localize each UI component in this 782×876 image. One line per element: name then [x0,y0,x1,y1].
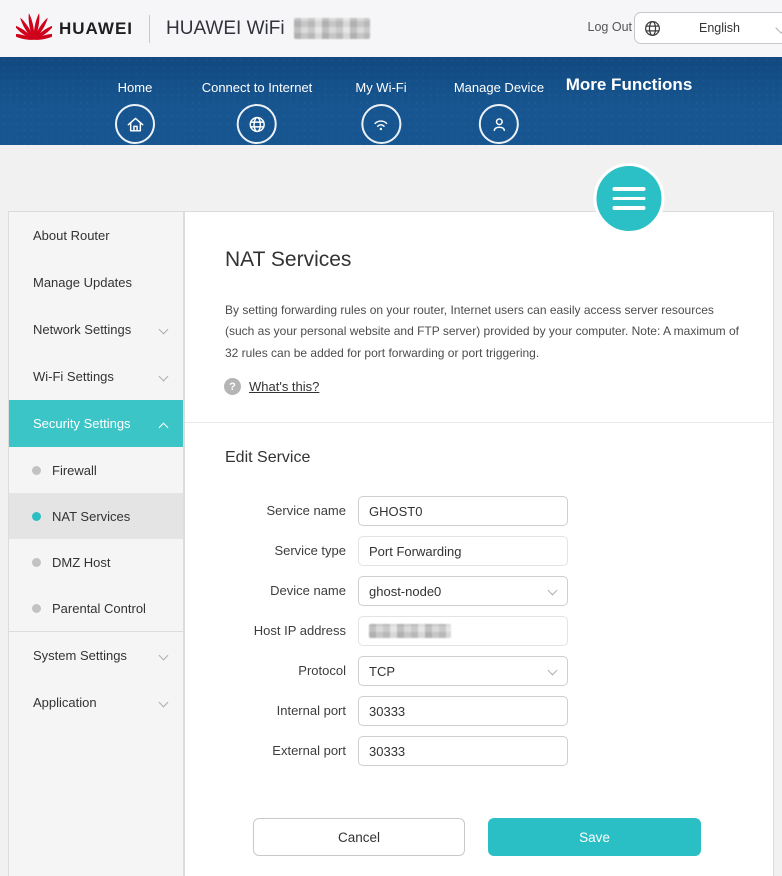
section-divider [185,422,773,423]
nat-services-panel [184,211,774,876]
device-name-select[interactable] [358,576,568,606]
brand-area [16,0,370,57]
nav-item-manage-device[interactable] [454,80,544,144]
sidebar-item-wifi-settings[interactable] [9,353,183,400]
redacted-model-name [294,18,370,39]
menu-line [613,187,646,191]
host-ip-label: Host IP address [253,623,346,638]
sidebar-item-about-router[interactable] [9,212,183,259]
service-type-field [358,536,568,566]
menu-line [613,197,646,201]
protocol-value: TCP [369,663,395,679]
bullet-dot-icon [32,466,41,475]
sidebar-item-label: Application [33,695,97,710]
sidebar-item-label: Security Settings [33,416,131,431]
form-row-service-type [185,536,773,566]
wifi-icon [361,104,401,144]
sidebar-item-security-settings[interactable] [9,400,183,447]
sidebar-subitem-label: Parental Control [52,600,146,616]
sidebar-item-system-settings[interactable] [9,632,183,679]
sidebar-item-label: Network Settings [33,322,132,337]
edit-service-title: Edit Service [225,449,311,466]
sidebar-item-label: About Router [33,228,110,243]
form-row-device-name [185,576,773,606]
whats-this-link[interactable] [224,378,319,395]
device-name-label: Device name [270,583,346,598]
nav-label: Connect to Internet [201,80,313,95]
bullet-dot-icon [32,604,41,613]
protocol-label: Protocol [298,663,346,678]
service-name-label: Service name [266,503,346,518]
sidebar-subitem-label: DMZ Host [52,554,111,570]
globe-icon [643,19,662,38]
nav-item-home[interactable] [115,80,155,144]
page-description: By setting forwarding rules on your router, Internet users can easily access server resources (such as your personal website and FTP server) provided by your computer. Note: A maximum of 32 rules can be added for port forwarding or port triggering. [225,303,740,360]
bullet-dot-icon [32,512,41,521]
nav-label: My Wi-Fi [355,80,407,95]
whats-this-label: What's this? [249,379,320,394]
nav-item-connect-to-internet[interactable] [202,80,313,144]
nav-label: Manage Device [453,80,545,95]
menu-line [613,206,646,210]
hamburger-menu-icon[interactable] [594,163,665,234]
page-title: NAT Services [225,248,352,271]
host-ip-field [358,616,568,646]
sidebar-item-application[interactable] [9,679,183,726]
form-row-host-ip [185,616,773,646]
protocol-select[interactable] [358,656,568,686]
sidebar-subitem-label: NAT Services [52,508,131,524]
nav-item-my-wifi[interactable] [355,80,406,144]
home-icon [115,104,155,144]
sidebar-item-label: Wi-Fi Settings [33,369,114,384]
internet-globe-icon [237,104,277,144]
form-row-external-port [185,736,773,766]
service-name-input[interactable] [358,496,568,526]
external-port-label: External port [272,743,346,758]
chevron-down-icon [159,698,169,708]
nav-item-more-functions[interactable]: More Functions [565,75,693,94]
sidebar-subitem-label: Firewall [52,462,97,478]
sidebar-item-manage-updates[interactable] [9,259,183,306]
service-type-label: Service type [274,543,346,558]
header-divider [149,15,150,43]
logout-link[interactable]: Log Out [587,20,632,34]
main-nav [0,57,782,145]
form-row-service-name [185,496,773,526]
chevron-down-icon [548,586,558,596]
cancel-button[interactable]: Cancel [253,818,465,856]
nav-label: Home [117,80,153,95]
internal-port-input[interactable] [358,696,568,726]
sidebar-item-label: Manage Updates [33,275,133,290]
device-name-value: ghost-node0 [369,583,442,599]
external-port-input[interactable] [358,736,568,766]
chevron-down-icon [159,372,169,382]
sidebar-subitem-parental-control[interactable] [9,585,183,631]
sidebar-subitem-firewall[interactable] [9,447,183,493]
huawei-logo-icon [16,11,52,46]
top-header [0,0,782,57]
chevron-up-icon [159,423,169,433]
settings-sidebar [8,211,184,876]
language-selector[interactable] [634,12,782,44]
chevron-down-icon [159,651,169,661]
chevron-down-icon [548,666,558,676]
chevron-down-icon [159,325,169,335]
form-row-internal-port [185,696,773,726]
language-selected-label: English [699,21,740,35]
redacted-ip-value [369,624,451,638]
bullet-dot-icon [32,558,41,567]
question-icon: ? [224,378,241,395]
sidebar-item-label: System Settings [33,648,127,663]
form-row-protocol [185,656,773,686]
sidebar-subitem-dmz-host[interactable] [9,539,183,585]
sidebar-item-network-settings[interactable] [9,306,183,353]
internal-port-label: Internal port [276,703,346,718]
save-button[interactable]: Save [488,818,701,856]
brand-wordmark: HUAWEI [59,18,133,38]
sidebar-subitem-nat-services[interactable] [9,493,183,539]
product-title: HUAWEI WiFi [166,17,285,39]
user-icon [479,104,519,144]
